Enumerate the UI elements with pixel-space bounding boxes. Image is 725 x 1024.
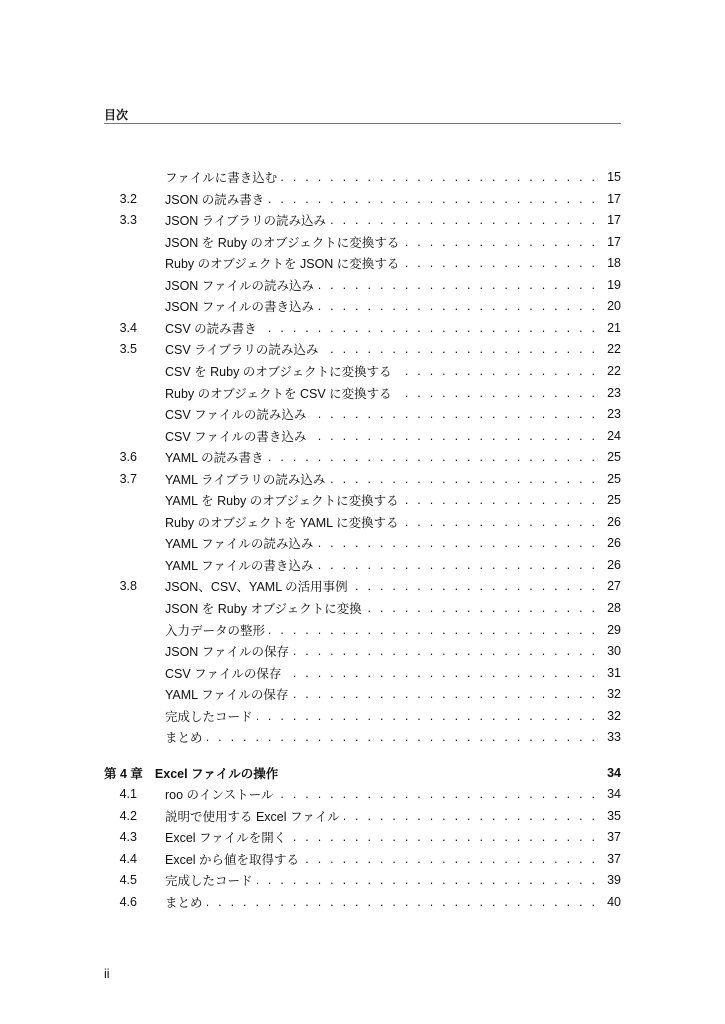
entry-title: ファイルに書き込む: [165, 170, 278, 185]
toc-entry[interactable]: [104, 783, 621, 804]
dot-leader: [396, 364, 595, 378]
toc-entry[interactable]: [104, 166, 621, 187]
running-header: 目次: [104, 108, 129, 122]
toc-entry[interactable]: [104, 683, 621, 704]
entry-title: 説明で使用する Excel ファイル: [165, 809, 340, 824]
entry-title: CSV の読み書き: [165, 321, 257, 336]
toc-entry[interactable]: [104, 554, 621, 575]
dot-leader: [277, 787, 595, 801]
toc-entry[interactable]: [104, 826, 621, 847]
dot-leader: [322, 342, 595, 356]
entry-title: JSON を Ruby オブジェクトに変換: [165, 601, 362, 616]
dot-leader: [293, 644, 595, 658]
entry-page: 32: [607, 686, 621, 701]
entry-title: Ruby のオブジェクトを YAML に変換する: [165, 515, 399, 530]
entry-number: 4.6: [119, 894, 137, 909]
dot-leader: [403, 493, 595, 507]
entry-title: Excel ファイルの操作: [154, 766, 279, 781]
entry-page: 26: [607, 557, 621, 572]
dot-leader: [268, 450, 595, 464]
entry-title: JSON ファイルの読み込み: [165, 278, 315, 293]
entry-title: CSV ファイルの保存: [165, 666, 282, 681]
toc-entry[interactable]: [104, 511, 621, 532]
toc-entry[interactable]: [104, 597, 621, 618]
toc-entry[interactable]: [104, 403, 621, 424]
entry-title: Excel ファイルを開く: [165, 830, 287, 845]
entry-title: roo のインストール: [165, 787, 274, 802]
dot-leader: [403, 256, 595, 270]
entry-title: Excel から値を取得する: [165, 852, 300, 867]
entry-page: 30: [607, 643, 621, 658]
dot-leader: [207, 895, 595, 909]
dot-leader: [344, 809, 595, 823]
toc-entry[interactable]: [104, 231, 621, 252]
toc-entry[interactable]: [104, 489, 621, 510]
entry-number: 4.4: [119, 851, 137, 866]
entry-page: 33: [607, 729, 621, 744]
entry-page: 22: [607, 341, 621, 356]
entry-title: YAML ファイルの読み込み: [165, 536, 314, 551]
entry-number: 4.5: [119, 872, 137, 887]
toc-entry[interactable]: [104, 209, 621, 230]
entry-number: 3.7: [119, 471, 137, 486]
entry-title: 入力データの整形: [165, 623, 266, 638]
dot-leader: [352, 579, 595, 593]
entry-page: 26: [607, 535, 621, 550]
dot-leader: [318, 299, 595, 313]
entry-title: JSON ファイルの書き込み: [165, 299, 315, 314]
entry-title: CSV ファイルの読み込み: [165, 407, 307, 422]
toc-entry[interactable]: [104, 188, 621, 209]
entry-page: 21: [607, 320, 621, 335]
entry-title: Ruby のオブジェクトを CSV に変換する: [165, 386, 392, 401]
dot-leader: [318, 278, 595, 292]
toc-entry[interactable]: [104, 869, 621, 890]
entry-page: 22: [607, 363, 621, 378]
dot-leader: [290, 830, 595, 844]
entry-title: 完成したコード: [165, 709, 253, 724]
toc-entry[interactable]: [104, 252, 621, 273]
dot-leader: [303, 852, 595, 866]
entry-title: CSV ファイルの書き込み: [165, 429, 307, 444]
entry-page: 25: [607, 471, 621, 486]
entry-page: 34: [607, 765, 621, 780]
entry-page: 15: [607, 169, 621, 184]
toc-entry[interactable]: [104, 532, 621, 553]
toc-entry[interactable]: [104, 891, 621, 912]
entry-title: CSV を Ruby のオブジェクトに変換する: [165, 364, 392, 379]
entry-page: 40: [607, 894, 621, 909]
dot-leader: [281, 170, 595, 184]
entry-page: 17: [607, 234, 621, 249]
entry-title: まとめ: [165, 730, 203, 745]
page-number: ii: [104, 967, 110, 981]
dot-leader: [310, 429, 595, 443]
dot-leader: [317, 558, 595, 572]
entry-title: YAML ファイルの保存: [165, 687, 289, 702]
dot-leader: [403, 515, 595, 529]
entry-page: 25: [607, 492, 621, 507]
toc-entry[interactable]: [104, 338, 621, 359]
dot-leader: [257, 873, 595, 887]
dot-leader: [207, 730, 595, 744]
toc-entry[interactable]: [104, 317, 621, 338]
entry-page: 19: [607, 277, 621, 292]
toc-entry[interactable]: [104, 468, 621, 489]
dot-leader: [366, 601, 595, 615]
toc-entry[interactable]: [104, 425, 621, 446]
dot-leader: [396, 386, 595, 400]
entry-page: 18: [607, 255, 621, 270]
entry-title: YAML の読み書き: [165, 450, 264, 465]
entry-page: 27: [607, 578, 621, 593]
dot-leader: [310, 407, 595, 421]
entry-number: 3.2: [119, 191, 137, 206]
entry-title: JSON ライブラリの読み込み: [165, 213, 327, 228]
header-rule: [104, 123, 621, 124]
entry-page: 17: [607, 212, 621, 227]
entry-page: 24: [607, 428, 621, 443]
entry-number: 3.5: [119, 341, 137, 356]
entry-page: 34: [607, 786, 621, 801]
entry-number: 4.1: [119, 786, 137, 801]
toc-entry[interactable]: [104, 705, 621, 726]
entry-page: 25: [607, 449, 621, 464]
toc-entry[interactable]: [104, 575, 621, 596]
entry-page: 23: [607, 385, 621, 400]
entry-number: 3.4: [119, 320, 137, 335]
entry-page: 26: [607, 514, 621, 529]
toc-entry[interactable]: [104, 640, 621, 661]
entry-number: 4.2: [119, 808, 137, 823]
entry-page: 17: [607, 191, 621, 206]
entry-title: Ruby のオブジェクトを JSON に変換する: [165, 256, 400, 271]
entry-page: 20: [607, 298, 621, 313]
dot-leader: [317, 536, 595, 550]
dot-leader: [261, 321, 595, 335]
entry-number: 4.3: [119, 829, 137, 844]
entry-title: まとめ: [165, 895, 203, 910]
toc-chapter-entry[interactable]: [104, 762, 621, 783]
entry-title: CSV ライブラリの読み込み: [165, 342, 319, 357]
entry-page: 37: [607, 829, 621, 844]
entry-number: 第 4 章: [104, 766, 143, 781]
entry-page: 31: [607, 665, 621, 680]
entry-title: JSON の読み書き: [165, 192, 265, 207]
entry-title: JSON を Ruby のオブジェクトに変換する: [165, 235, 400, 250]
entry-title: YAML ライブラリの読み込み: [165, 472, 326, 487]
entry-number: 3.3: [119, 212, 137, 227]
entry-page: 32: [607, 708, 621, 723]
entry-number: 3.6: [119, 449, 137, 464]
toc-entry[interactable]: [104, 848, 621, 869]
entry-page: 35: [607, 808, 621, 823]
entry-title: YAML ファイルの書き込み: [165, 558, 314, 573]
toc-entry[interactable]: [104, 274, 621, 295]
toc-entry[interactable]: [104, 726, 621, 747]
entry-page: 37: [607, 851, 621, 866]
toc-entry[interactable]: [104, 382, 621, 403]
dot-leader: [403, 235, 595, 249]
entry-title: 完成したコード: [165, 873, 253, 888]
toc-entry[interactable]: [104, 619, 621, 640]
entry-page: 29: [607, 622, 621, 637]
dot-leader: [269, 623, 595, 637]
entry-page: 23: [607, 406, 621, 421]
entry-page: 39: [607, 872, 621, 887]
toc-entry[interactable]: [104, 446, 621, 467]
dot-leader: [285, 666, 595, 680]
dot-leader: [257, 709, 595, 723]
toc-entry[interactable]: [104, 295, 621, 316]
toc-entry[interactable]: [104, 662, 621, 683]
toc-entry[interactable]: [104, 360, 621, 381]
entry-page: 28: [607, 600, 621, 615]
dot-leader: [330, 213, 595, 227]
entry-title: JSON、CSV、YAML の活用事例: [165, 579, 348, 594]
entry-title: YAML を Ruby のオブジェクトに変換する: [165, 493, 399, 508]
dot-leader: [292, 687, 595, 701]
entry-title: JSON ファイルの保存: [165, 644, 290, 659]
entry-number: 3.8: [119, 578, 137, 593]
toc-entry[interactable]: [104, 805, 621, 826]
dot-leader: [268, 192, 595, 206]
dot-leader: [329, 472, 595, 486]
